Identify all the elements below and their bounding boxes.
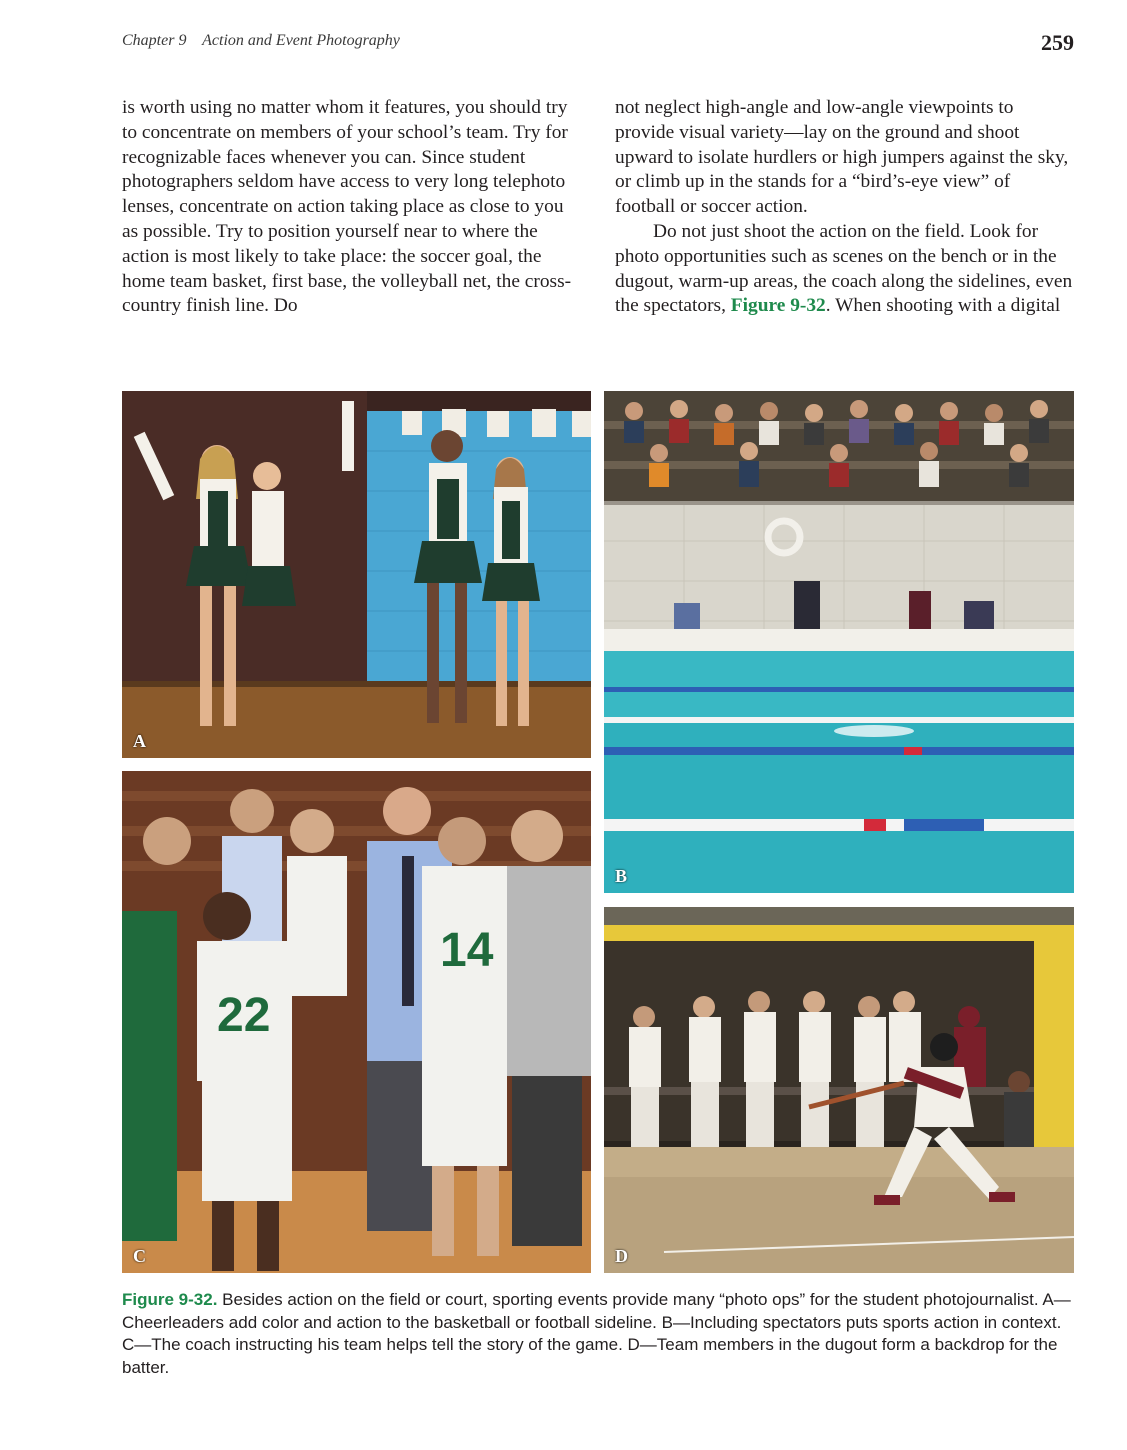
photo-swimming-pool [604, 391, 1074, 893]
body-column-left [122, 96, 582, 319]
photo-cheerleaders [122, 391, 591, 758]
photo-basketball-huddle [122, 771, 591, 1273]
panel-label-b: B [615, 866, 628, 886]
running-head: Chapter 9 Action and Event Photography [122, 32, 400, 49]
panel-label-a: A [133, 731, 146, 751]
figure-caption [122, 1289, 1072, 1379]
panel-label-d: D [615, 1246, 628, 1266]
svg-text:14: 14 [440, 924, 494, 977]
figure-caption-text: Besides action on the field or court, sporting events provide many “photo ops” for the student photojournalist. A—Cheerleaders add color and action to the basketball or football sideline. B—Including spectators puts sports action in context. C—The coach instructing his team helps tell the story of the game. D—Team members in the dugout form a backdrop for the batter. [122, 1290, 1071, 1377]
photo-baseball-dugout-image [604, 907, 1074, 1273]
figure-caption-label: Figure 9-32. [122, 1290, 218, 1309]
photo-swimming-pool-image [604, 391, 1074, 893]
svg-text:22: 22 [217, 989, 271, 1042]
photo-cheerleaders-image [122, 391, 591, 758]
panel-label-c: C [133, 1246, 146, 1266]
photo-baseball-dugout [604, 907, 1074, 1273]
body-paragraph [615, 220, 1075, 319]
body-column-right [615, 96, 1075, 319]
photo-basketball-huddle-image [122, 771, 591, 1273]
body-text: . When shooting with a digital [825, 295, 1061, 317]
figure-reference: Figure 9-32 [730, 295, 826, 317]
body-text: Do not just shoot the action on the field. Look for photo opportunities such as scenes on the bench or in the dugout, warm-up areas, the coach along the sidelines, even the spectators, [615, 220, 1073, 317]
page-number: 259 [1041, 30, 1074, 55]
body-paragraph: not neglect high-angle and low-angle viewpoints to provide visual variety—lay on the ground and shoot upward to isolate hurdlers or high jumpers against the sky, or climb up in the stands for a “bird’s-eye view” of football or soccer action. [615, 97, 1069, 218]
body-paragraph: is worth using no matter whom it features, you should try to concentrate on members of your school’s team. Try for recognizable faces whenever you can. Since student photographers seldom have access to very long telephoto lenses, concentrate on action taking place as close to you as possible. Try to position yourself near to where the action is most likely to take place: the soccer goal, the home team basket, first base, the volleyball net, the cross-country finish line. Do [122, 97, 572, 317]
